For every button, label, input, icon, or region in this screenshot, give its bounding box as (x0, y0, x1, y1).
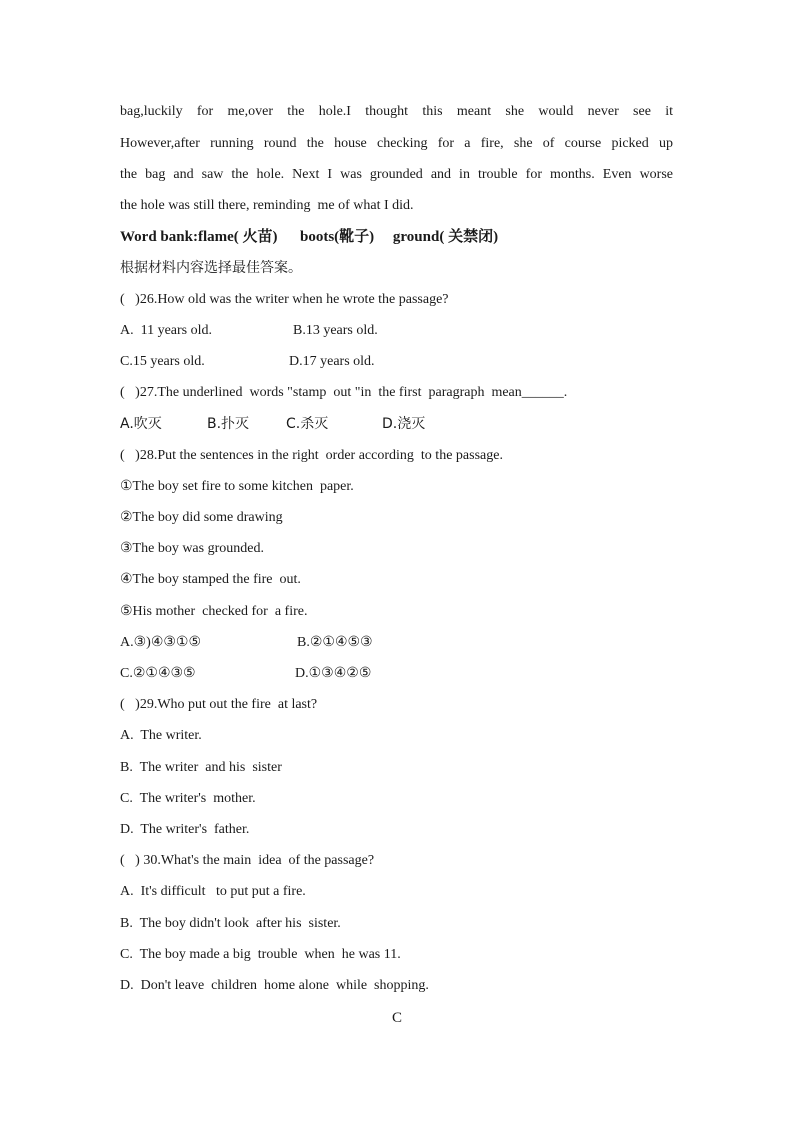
question-27-option-d: D.浇灭 (382, 416, 426, 432)
question-26-stem: ( )26.How old was the writer when he wrote the passage? (120, 292, 449, 307)
question-29-option-a: A. The writer. (120, 728, 202, 743)
question-27-option-b: B.扑灭 (207, 416, 250, 432)
question-30-stem: ( ) 30.What's the main idea of the passage? (120, 853, 375, 868)
question-27-option-c: C.杀灭 (286, 416, 329, 432)
question-30-option-c: C. The boy made a big trouble when he was 11. (120, 947, 401, 962)
word-bank: Word bank:flame( 火苗) boots(靴子) ground( 关禁闭) (120, 229, 499, 245)
question-28-item-1: ①The boy set fire to some kitchen paper. (120, 479, 354, 494)
section-label: C (391, 1010, 402, 1026)
question-29-stem: ( )29.Who put out the fire at last? (120, 697, 318, 712)
question-28-option-b: B.②①④⑤③ (297, 635, 373, 650)
question-30-option-d: D. Don't leave children home alone while shopping. (120, 978, 429, 993)
question-28-item-3: ③The boy was grounded. (120, 541, 264, 556)
question-26-option-a: A. 11 years old. (120, 323, 213, 338)
question-28-item-5: ⑤His mother checked for a fire. (120, 604, 308, 619)
question-27-stem: ( )27.The underlined words "stamp out "in the first paragraph mean______. (120, 385, 568, 400)
question-28-option-d: D.①③④②⑤ (295, 666, 372, 681)
question-29-option-c: C. The writer's mother. (120, 791, 256, 806)
question-29-option-d: D. The writer's father. (120, 822, 250, 837)
question-27-option-a: A.吹灭 (120, 416, 162, 432)
question-30-option-a: A. It's difficult to put put a fire. (120, 884, 306, 899)
instruction: 根据材料内容选择最佳答案。 (120, 260, 302, 276)
question-26-option-b: B.13 years old. (293, 323, 378, 338)
question-28-option-a: A.③)④③①⑤ (120, 635, 202, 650)
question-28-item-4: ④The boy stamped the fire out. (120, 572, 301, 587)
passage-line-4: the hole was still there, reminding me of what I did. (120, 198, 414, 213)
question-28-item-2: ②The boy did some drawing (120, 510, 283, 525)
passage-line-1: bag,luckily for me,over the hole.I thought this meant she would never see it (120, 104, 673, 119)
question-26-option-d: D.17 years old. (289, 354, 375, 369)
question-30-option-b: B. The boy didn't look after his sister. (120, 916, 341, 931)
passage-line-3: the bag and saw the hole. Next I was grounded and in trouble for months. Even worse (120, 167, 673, 182)
question-28-stem: ( )28.Put the sentences in the right order according to the passage. (120, 448, 503, 463)
question-28-option-c: C.②①④③⑤ (120, 666, 196, 681)
passage-line-2: However,after running round the house checking for a fire, she of course picked up (120, 136, 673, 151)
question-26-option-c: C.15 years old. (120, 354, 205, 369)
question-29-option-b: B. The writer and his sister (120, 760, 282, 775)
